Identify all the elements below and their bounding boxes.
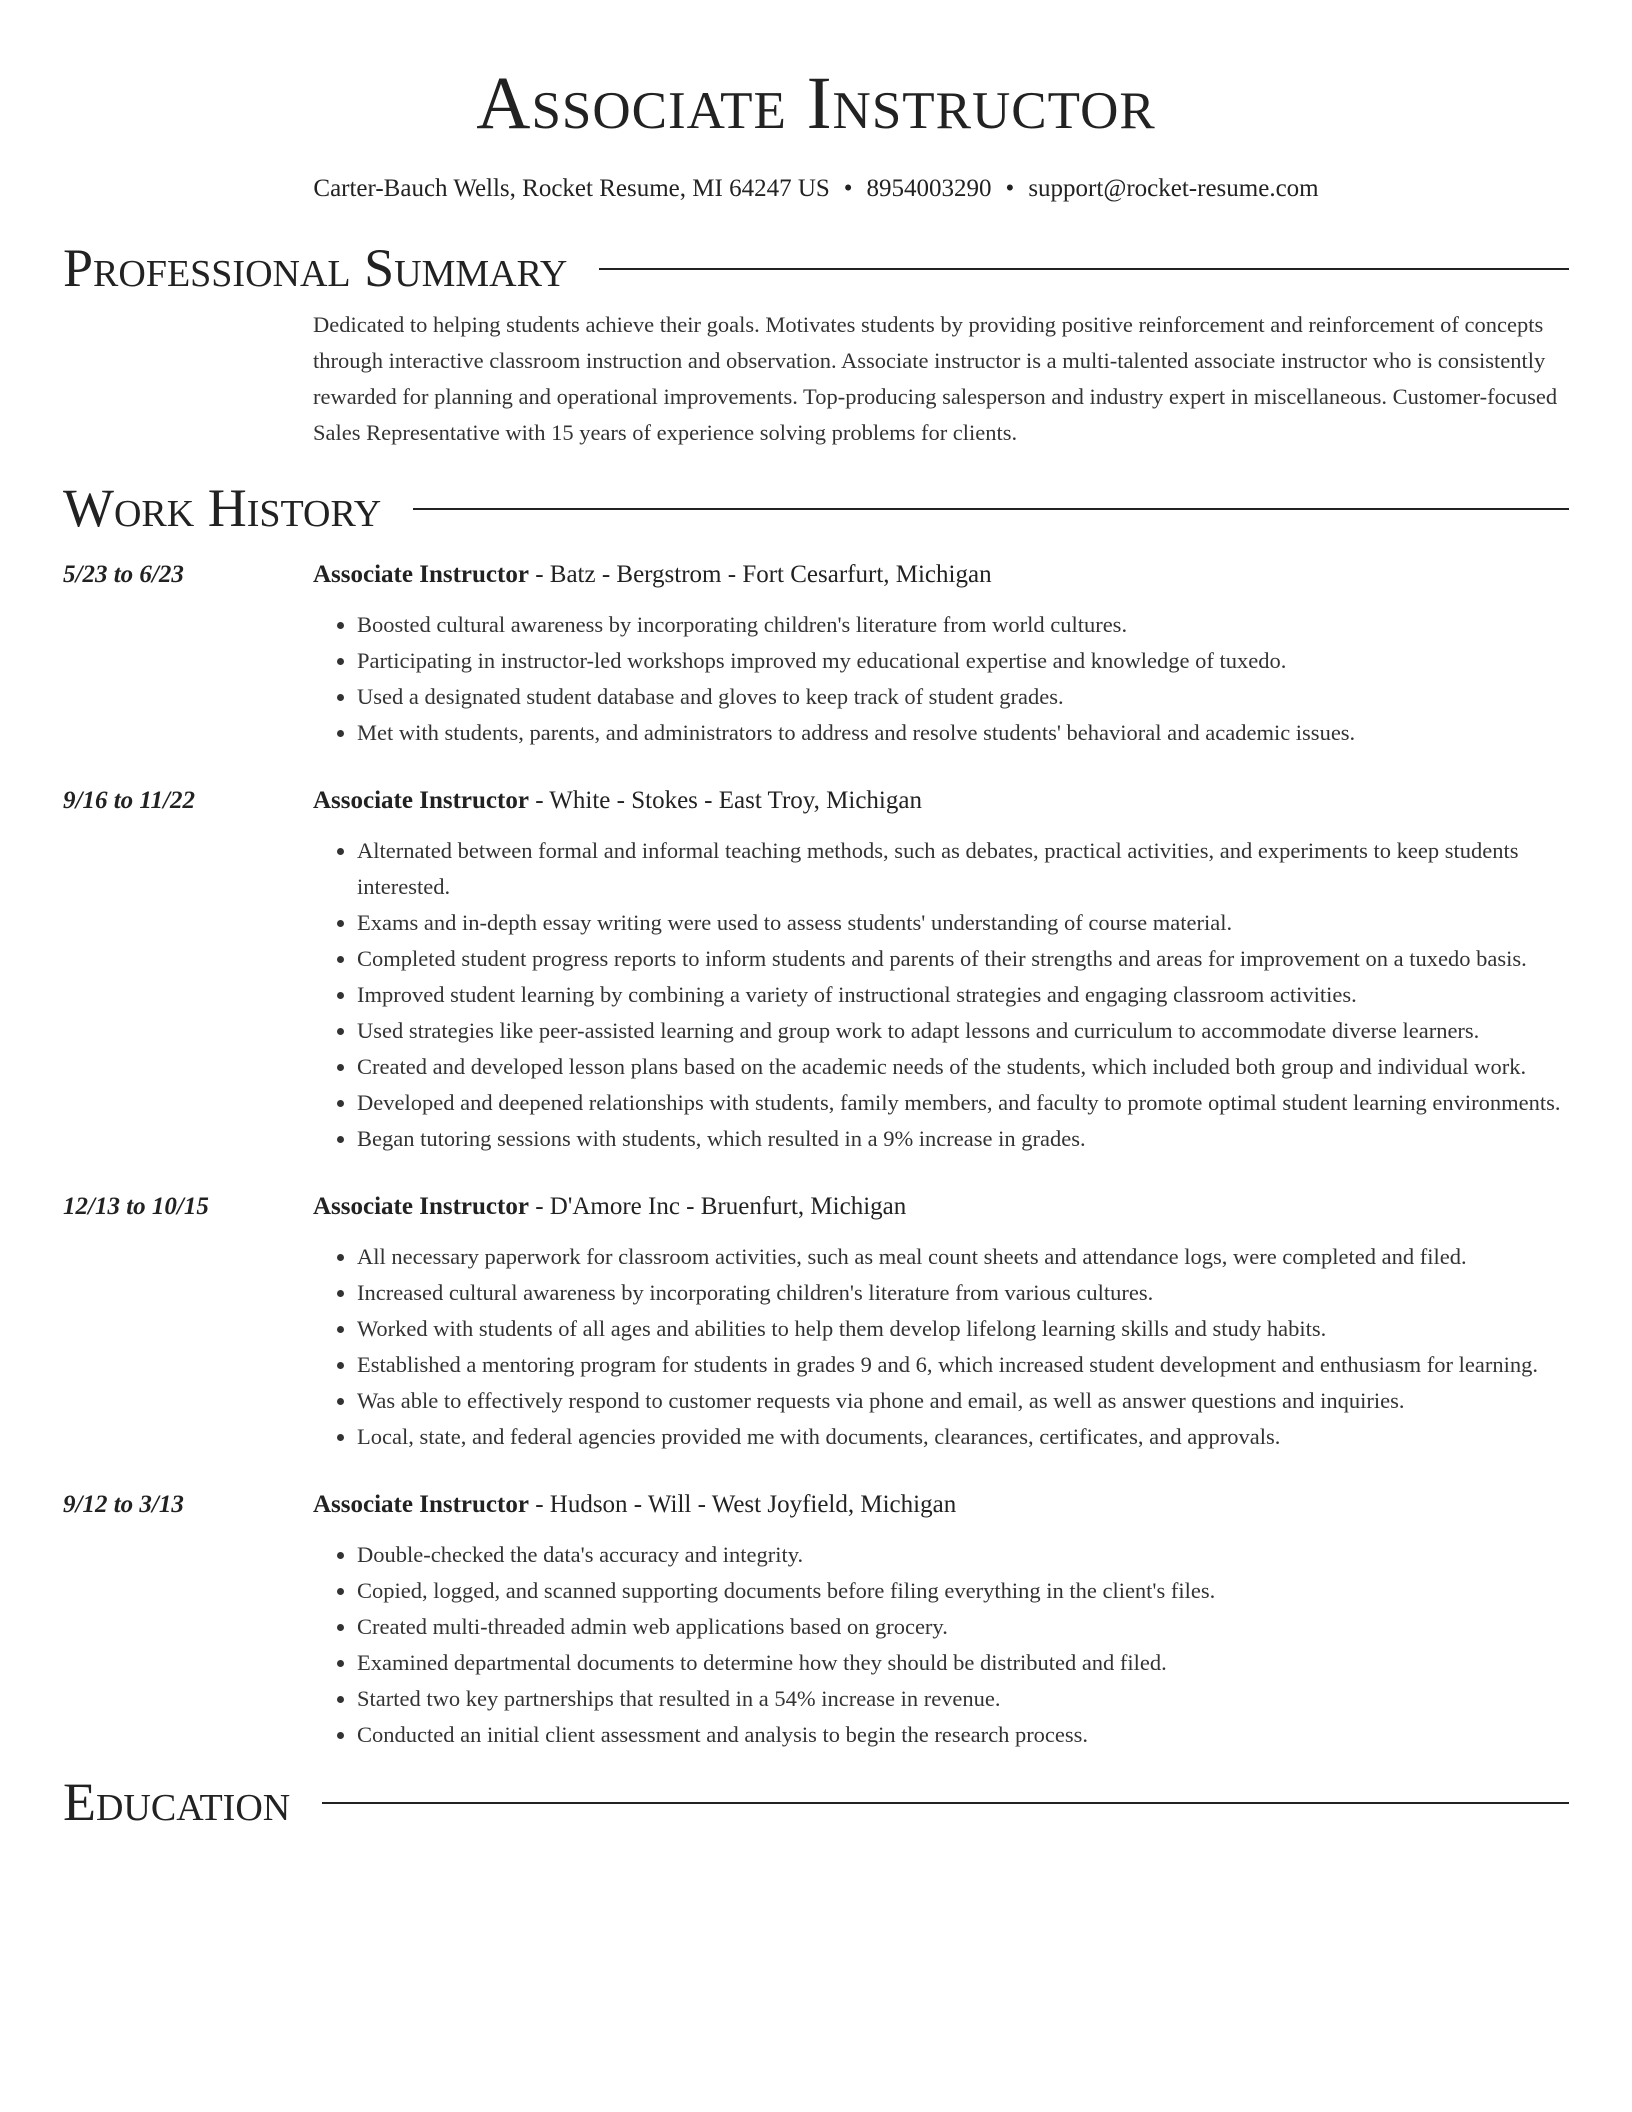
list-item: • Used strategies like peer-assisted learning and group work to adapt lessons and curriculum to accommodate diverse learners. [357, 1013, 1569, 1049]
job-details: - D'Amore Inc - Bruenfurt, Michigan [528, 1193, 907, 1220]
job-main [313, 1487, 1569, 1753]
summary-text: Dedicated to helping students achieve their goals. Motivates students by providing positive reinforcement and reinforcement of concepts through interactive classroom instruction and observation. Associate instructor is a multi-talented associate instructor who is consistently rewarded for planning and operational improvements. Top-producing salesperson and industry expert in miscellaneous. Customer-focused Sales Representative with 15 years of experience solving problems for clients. [313, 312, 1558, 445]
list-item: • Alternated between formal and informal teaching methods, such as debates, practical activities, and experiments to keep students interested. [357, 833, 1569, 905]
job-details: - Hudson - Will - West Joyfield, Michigan [528, 1491, 957, 1518]
list-item: • Used a designated student database and gloves to keep track of student grades. [357, 679, 1569, 715]
section-title: Professional Summary [63, 238, 568, 298]
job-bullets [313, 833, 1569, 1157]
job-role: Associate Instructor [313, 561, 529, 588]
separator: • [843, 175, 853, 202]
job-heading [313, 1487, 1569, 1523]
list-item: • Improved student learning by combining a variety of instructional strategies and engaging classroom activities. [357, 977, 1569, 1013]
education-section-heading [63, 1772, 1569, 1832]
list-item: • Local, state, and federal agencies provided me with documents, clearances, certificates, and approvals. [357, 1419, 1569, 1455]
list-item: • Began tutoring sessions with students, which resulted in a 9% increase in grades. [357, 1121, 1569, 1157]
job-entry [63, 783, 1569, 1157]
job-date: 9/16 to 11/22 [63, 787, 195, 814]
list-item: • Created and developed lesson plans based on the academic needs of the students, which included both group and individual work. [357, 1049, 1569, 1085]
section-divider [322, 1802, 1569, 1804]
list-item: • Completed student progress reports to inform students and parents of their strengths and areas for improvement on a tuxedo basis. [357, 941, 1569, 977]
list-item: • Worked with students of all ages and abilities to help them develop lifelong learning skills and study habits. [357, 1311, 1569, 1347]
address: Carter-Bauch Wells, Rocket Resume, MI 64247 US [313, 175, 830, 202]
list-item: • Copied, logged, and scanned supporting documents before filing everything in the client's files. [357, 1573, 1569, 1609]
work-section-heading [63, 478, 1569, 538]
job-heading [313, 557, 1569, 593]
job-date: 5/23 to 6/23 [63, 561, 184, 588]
section-title: Work History [63, 478, 382, 538]
list-item: • Created multi-threaded admin web applications based on grocery. [357, 1609, 1569, 1645]
job-role: Associate Instructor [313, 1491, 529, 1518]
job-list [63, 557, 1569, 1753]
job-entry [63, 1189, 1569, 1455]
list-item: • Double-checked the data's accuracy and integrity. [357, 1537, 1569, 1573]
job-entry [63, 557, 1569, 751]
list-item: • Was able to effectively respond to customer requests via phone and email, as well as answer questions and inquiries. [357, 1383, 1569, 1419]
list-item: • Met with students, parents, and administrators to address and resolve students' behavioral and academic issues. [357, 715, 1569, 751]
job-bullets [313, 1239, 1569, 1455]
phone: 8954003290 [866, 175, 992, 202]
section-divider [413, 508, 1569, 510]
job-main [313, 1189, 1569, 1455]
job-role: Associate Instructor [313, 1193, 529, 1220]
page-title: Associate Instructor [476, 62, 1156, 145]
list-item: • Established a mentoring program for students in grades 9 and 6, which increased student development and enthusiasm for learning. [357, 1347, 1569, 1383]
job-heading [313, 783, 1569, 819]
job-details: - Batz - Bergstrom - Fort Cesarfurt, Michigan [528, 561, 992, 588]
job-bullets [313, 607, 1569, 751]
list-item: • Developed and deepened relationships with students, family members, and faculty to promote optimal student learning environments. [357, 1085, 1569, 1121]
section-title: Education [63, 1772, 291, 1832]
job-main [313, 783, 1569, 1157]
job-details: - White - Stokes - East Troy, Michigan [528, 787, 922, 814]
list-item: • Exams and in-depth essay writing were used to assess students' understanding of course material. [357, 905, 1569, 941]
list-item: • Increased cultural awareness by incorporating children's literature from various cultures. [357, 1275, 1569, 1311]
summary-section-heading [63, 238, 1569, 298]
job-bullets [313, 1537, 1569, 1753]
list-item: • Examined departmental documents to determine how they should be distributed and filed. [357, 1645, 1569, 1681]
section-divider [599, 268, 1569, 270]
contact-line [63, 175, 1569, 203]
job-date: 12/13 to 10/15 [63, 1193, 209, 1220]
job-role: Associate Instructor [313, 787, 529, 814]
job-main [313, 557, 1569, 751]
list-item: • Conducted an initial client assessment and analysis to begin the research process. [357, 1717, 1569, 1753]
list-item: • All necessary paperwork for classroom activities, such as meal count sheets and attendance logs, were completed and filed. [357, 1239, 1569, 1275]
list-item: • Boosted cultural awareness by incorporating children's literature from world cultures. [357, 607, 1569, 643]
job-date: 9/12 to 3/13 [63, 1491, 184, 1518]
list-item: • Participating in instructor-led workshops improved my educational expertise and knowledge of tuxedo. [357, 643, 1569, 679]
job-heading [313, 1189, 1569, 1225]
job-entry [63, 1487, 1569, 1753]
email: support@rocket-resume.com [1028, 175, 1319, 202]
separator: • [1005, 175, 1015, 202]
list-item: • Started two key partnerships that resulted in a 54% increase in revenue. [357, 1681, 1569, 1717]
